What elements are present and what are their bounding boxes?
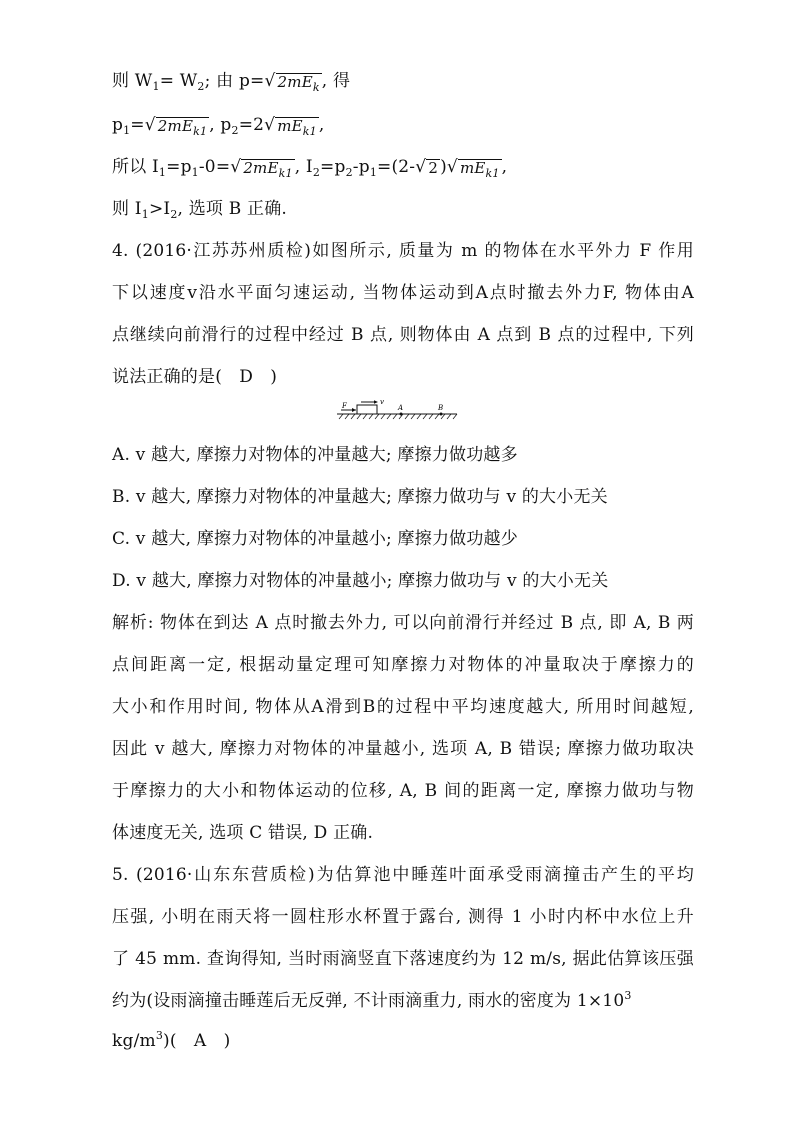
subscript: 2 xyxy=(345,166,353,179)
text: = xyxy=(130,115,145,135)
superscript: 3 xyxy=(624,989,632,1002)
subscript: 1 xyxy=(369,166,378,179)
q5-stem-line-2: 压强, 小明在雨天将一圆柱形水杯置于露台, 测得 1 小时内杯中水位上升 xyxy=(112,907,694,927)
text: , xyxy=(318,115,325,135)
text: 则 W xyxy=(112,71,153,91)
analysis-line-4: 因此 v 越大, 摩擦力对物体的冲量越小, 选项 A, B 错误; 摩擦力做功取决 xyxy=(112,739,694,759)
option-b: B. v 越大, 摩擦力对物体的冲量越大; 摩擦力做功与 v 的大小无关 xyxy=(112,487,608,507)
subscript: 1 xyxy=(152,80,160,93)
q5-stem-line-1: 5. (2016·山东东营质检)为估算池中睡莲叶面承受雨滴撞击产生的平均 xyxy=(112,865,694,885)
subscript: 1 xyxy=(123,124,131,137)
point-a-label: A xyxy=(398,404,404,412)
analysis-line-6: 体速度无关, 选项 C 错误, D 正确. xyxy=(112,823,374,843)
solution-line-4 xyxy=(112,198,694,222)
subscript: 2 xyxy=(170,208,178,221)
text: 约为(设雨滴撞击睡莲后无反弹, 不计雨滴重力, 雨水的密度为 1×10 xyxy=(112,991,625,1011)
radicand: $mE_{k1}$ xyxy=(459,159,500,180)
subscript: 2 xyxy=(197,80,205,93)
text: ; 由 p= xyxy=(204,71,265,91)
radicand: $2mE_{k1}$ xyxy=(243,159,293,180)
force-label: F xyxy=(342,402,347,410)
text: =p xyxy=(320,157,346,177)
text: -0= xyxy=(198,157,231,177)
sqrt-sign: √ xyxy=(144,115,156,135)
ground-hatching xyxy=(339,414,457,419)
sqrt-sign: √ xyxy=(264,115,276,135)
text: )( A ) xyxy=(163,1031,231,1051)
text: , I xyxy=(294,157,313,177)
q5-stem-line-5 xyxy=(112,1030,694,1054)
subscript: 1 xyxy=(141,208,149,221)
sqrt-sign: √ xyxy=(230,157,242,177)
q4-stem-line-3: 点继续向前滑行的过程中经过 B 点, 则物体由 A 点到 B 点的过程中, 下列 xyxy=(112,325,694,345)
sqrt-sign: √ xyxy=(264,71,276,91)
block xyxy=(357,405,377,414)
velocity-label: v xyxy=(380,398,384,406)
subscript: 2 xyxy=(231,124,239,137)
q5-stem-line-3: 了 45 mm. 查询得知, 当时雨滴竖直下落速度约为 12 m/s, 据此估算该压强 xyxy=(112,949,694,969)
subscript: 1 xyxy=(191,166,199,179)
analysis-line-1: 解析: 物体在到达 A 点时撤去外力, 可以向前滑行并经过 B 点, 即 A, B 两 xyxy=(112,613,694,633)
sqrt-sign: √ xyxy=(415,157,427,177)
text: , p xyxy=(209,115,232,135)
option-c: C. v 越大, 摩擦力对物体的冲量越小; 摩擦力做功越少 xyxy=(112,529,518,549)
radicand: $2mE_k$ xyxy=(277,73,320,94)
analysis-line-5: 于摩擦力的大小和物体运动的位移, A, B 间的距离一定, 摩擦力做功与物 xyxy=(112,781,694,801)
subscript: 2 xyxy=(312,166,321,179)
point-b-label: B xyxy=(438,404,444,412)
radicand: 2 xyxy=(428,159,439,177)
text: = W xyxy=(159,71,198,91)
option-d: D. v 越大, 摩擦力对物体的冲量越小; 摩擦力做功与 v 的大小无关 xyxy=(112,571,609,591)
q4-stem-line-2: 下以速度v沿水平面匀速运动, 当物体运动到A点时撤去外力F, 物体由A xyxy=(112,283,694,303)
text: 则 I xyxy=(112,199,142,219)
force-arrowhead xyxy=(352,408,356,412)
text: p xyxy=(112,115,124,135)
text: =(2- xyxy=(377,157,416,177)
superscript: 3 xyxy=(155,1029,164,1042)
solution-line-3 xyxy=(112,156,694,180)
velocity-arrowhead xyxy=(374,400,378,404)
text: -p xyxy=(352,157,370,177)
q4-stem-line-1: 4. (2016·江苏苏州质检)如图所示, 质量为 m 的物体在水平外力 F 作用 xyxy=(112,241,694,261)
subscript: 1 xyxy=(158,166,167,179)
q5-stem-line-4 xyxy=(112,990,694,1014)
text: , 得 xyxy=(321,71,351,91)
text: ) xyxy=(440,157,447,177)
analysis-line-2: 点间距离一定, 根据动量定理可知摩擦力对物体的冲量取决于摩擦力的 xyxy=(112,655,694,675)
point-a xyxy=(400,413,403,416)
radicand: $2mE_{k1}$ xyxy=(157,117,208,138)
text: =2 xyxy=(238,115,265,135)
radicand: $mE_{k1}$ xyxy=(277,117,317,138)
text: , xyxy=(501,157,508,177)
option-a: A. v 越大, 摩擦力对物体的冲量越大; 摩擦力做功越多 xyxy=(112,445,518,465)
text: , 选项 B 正确. xyxy=(177,199,288,219)
sqrt-sign: √ xyxy=(446,157,458,177)
text: =p xyxy=(166,157,192,177)
solution-line-1 xyxy=(112,70,694,94)
q4-stem-line-4: 说法正确的是( D ) xyxy=(112,367,278,387)
physics-diagram xyxy=(335,398,459,420)
analysis-line-3: 大小和作用时间, 物体从A滑到B的过程中平均速度越大, 所用时间越短, xyxy=(112,697,694,717)
text: 所以 I xyxy=(112,157,159,177)
point-b xyxy=(440,413,443,416)
text: >I xyxy=(148,199,171,219)
text: kg/m xyxy=(112,1031,156,1051)
solution-line-2 xyxy=(112,114,694,138)
